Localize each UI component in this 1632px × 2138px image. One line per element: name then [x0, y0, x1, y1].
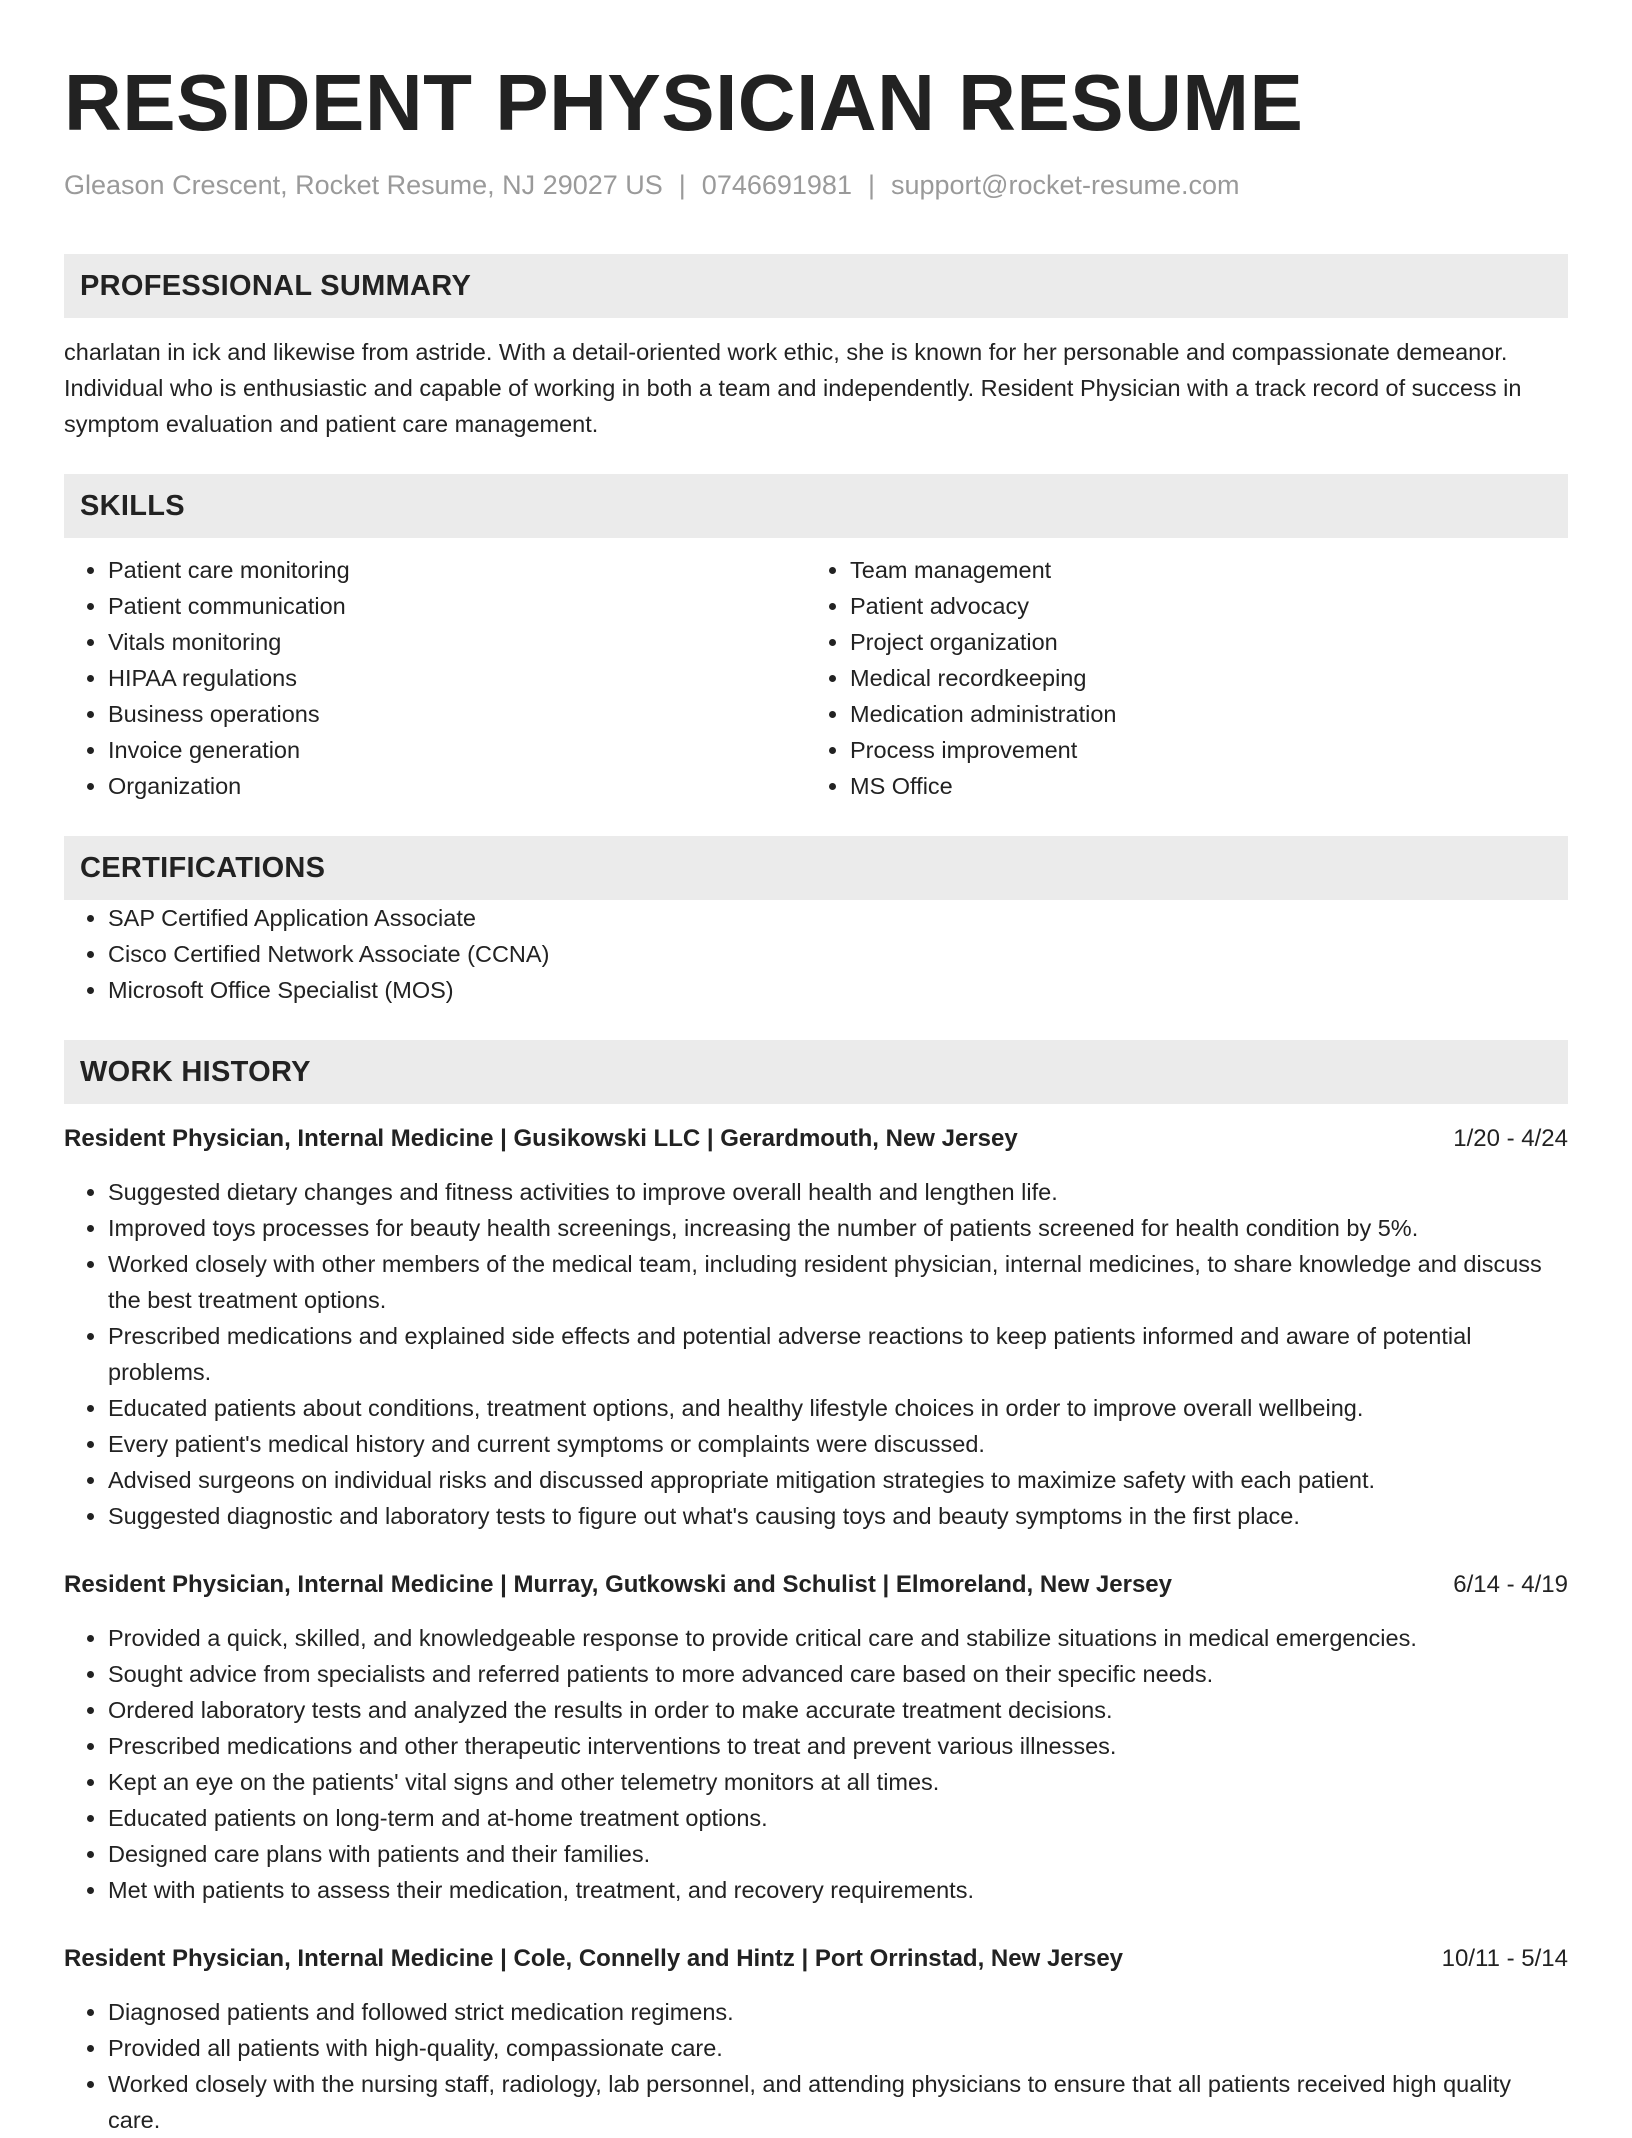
job-duty: • Worked closely with other members of the medical team, including resident physician, internal medicines, to share knowledge and discuss the best treatment options. [108, 1246, 1568, 1318]
skill-item: • Process improvement [850, 732, 1548, 768]
job-duty: • Provided a quick, skilled, and knowledgeable response to provide critical care and stabilize situations in medical emergencies. [108, 1620, 1568, 1656]
job-duty: • Suggested diagnostic and laboratory tests to figure out what's causing toys and beauty symptoms in the first place. [108, 1498, 1568, 1534]
certification-item: • Microsoft Office Specialist (MOS) [108, 972, 1568, 1008]
job-duty: • Diagnosed patients and followed strict medication regimens. [108, 1994, 1568, 2030]
certification-item: • Cisco Certified Network Associate (CCNA) [108, 936, 1568, 972]
job-header [64, 1942, 1568, 1976]
section-heading-certifications: CERTIFICATIONS [64, 836, 1568, 900]
job-entry [64, 1942, 1568, 2138]
contact-email: support@rocket-resume.com [890, 170, 1240, 200]
skill-item: • Team management [850, 552, 1548, 588]
job-header [64, 1568, 1568, 1602]
job-dates: 1/20 - 4/24 [1453, 1125, 1568, 1152]
resume-page [64, 0, 1568, 2138]
skill-item: • Business operations [108, 696, 806, 732]
job-duty: • Ordered laboratory tests and analyzed the results in order to make accurate treatment decisions. [108, 1692, 1568, 1728]
job-duty: • Prescribed medications and explained side effects and potential adverse reactions to keep patients informed and aware of potential problems. [108, 1318, 1568, 1390]
skill-item: • HIPAA regulations [108, 660, 806, 696]
job-title: Resident Physician, Internal Medicine | Cole, Connelly and Hintz | Port Orrinstad, New Jersey [64, 1945, 1124, 1972]
contact-line [64, 168, 1568, 202]
job-duty: • Every patient's medical history and current symptoms or complaints were discussed. [108, 1426, 1568, 1462]
section-heading-summary: PROFESSIONAL SUMMARY [64, 254, 1568, 318]
contact-address: Gleason Crescent, Rocket Resume, NJ 29027 US [64, 170, 663, 200]
contact-separator: | [867, 170, 875, 200]
certifications-list [64, 900, 1568, 1008]
job-duties-list [64, 1994, 1568, 2138]
job-duty: • Improved toys processes for beauty health screenings, increasing the number of patients screened for health condition by 5%. [108, 1210, 1568, 1246]
job-dates: 6/14 - 4/19 [1453, 1571, 1568, 1598]
job-duty: • Met with patients to assess their medication, treatment, and recovery requirements. [108, 1872, 1568, 1908]
skills-columns [64, 552, 1568, 804]
page-title: RESIDENT PHYSICIAN RESUME [64, 58, 1304, 147]
job-title: Resident Physician, Internal Medicine | Gusikowski LLC | Gerardmouth, New Jersey [64, 1125, 1018, 1152]
job-duty: • Prescribed medications and other therapeutic interventions to treat and prevent various illnesses. [108, 1728, 1568, 1764]
job-duty: • Advised surgeons on individual risks and discussed appropriate mitigation strategies to maximize safety with each patient. [108, 1462, 1568, 1498]
job-duty: • Educated patients about conditions, treatment options, and healthy lifestyle choices in order to improve overall wellbeing. [108, 1390, 1568, 1426]
skills-list-right [806, 552, 1548, 804]
job-duty: • Provided all patients with high-quality, compassionate care. [108, 2030, 1568, 2066]
job-duty: • Kept an eye on the patients' vital signs and other telemetry monitors at all times. [108, 1764, 1568, 1800]
job-dates: 10/11 - 5/14 [1441, 1945, 1568, 1972]
certification-item: • SAP Certified Application Associate [108, 900, 1568, 936]
contact-separator: | [678, 170, 686, 200]
job-entry [64, 1122, 1568, 1534]
skill-item: • Organization [108, 768, 806, 804]
skill-item: • Project organization [850, 624, 1548, 660]
section-heading-skills: SKILLS [64, 474, 1568, 538]
job-duty: • Worked closely with the nursing staff, radiology, lab personnel, and attending physicians to ensure that all patients received high quality care. [108, 2066, 1568, 2138]
job-duty: • Sought advice from specialists and referred patients to more advanced care based on their specific needs. [108, 1656, 1568, 1692]
summary-text: charlatan in ick and likewise from astride. With a detail-oriented work ethic, she is known for her personable and compassionate demeanor. Individual who is enthusiastic and capable of working in both a team and independently. Resident Physician with a track record of success in symptom evaluation and patient care management. [64, 339, 1522, 437]
job-duty: • Suggested dietary changes and fitness activities to improve overall health and lengthen life. [108, 1174, 1568, 1210]
job-duties-list [64, 1620, 1568, 1908]
job-duties-list [64, 1174, 1568, 1534]
skill-item: • Patient communication [108, 588, 806, 624]
job-entry [64, 1568, 1568, 1908]
job-duty: • Educated patients on long-term and at-home treatment options. [108, 1800, 1568, 1836]
skill-item: • Vitals monitoring [108, 624, 806, 660]
job-title: Resident Physician, Internal Medicine | Murray, Gutkowski and Schulist | Elmoreland, New Jersey [64, 1571, 1172, 1598]
section-heading-work-history: WORK HISTORY [64, 1040, 1568, 1104]
skills-list-left [64, 552, 806, 804]
skill-item: • Patient advocacy [850, 588, 1548, 624]
skill-item: • Patient care monitoring [108, 552, 806, 588]
job-duty: • Designed care plans with patients and their families. [108, 1836, 1568, 1872]
skill-item: • Medical recordkeeping [850, 660, 1548, 696]
skill-item: • MS Office [850, 768, 1548, 804]
skill-item: • Medication administration [850, 696, 1548, 732]
skill-item: • Invoice generation [108, 732, 806, 768]
job-header [64, 1122, 1568, 1156]
contact-phone: 0746691981 [701, 170, 852, 200]
